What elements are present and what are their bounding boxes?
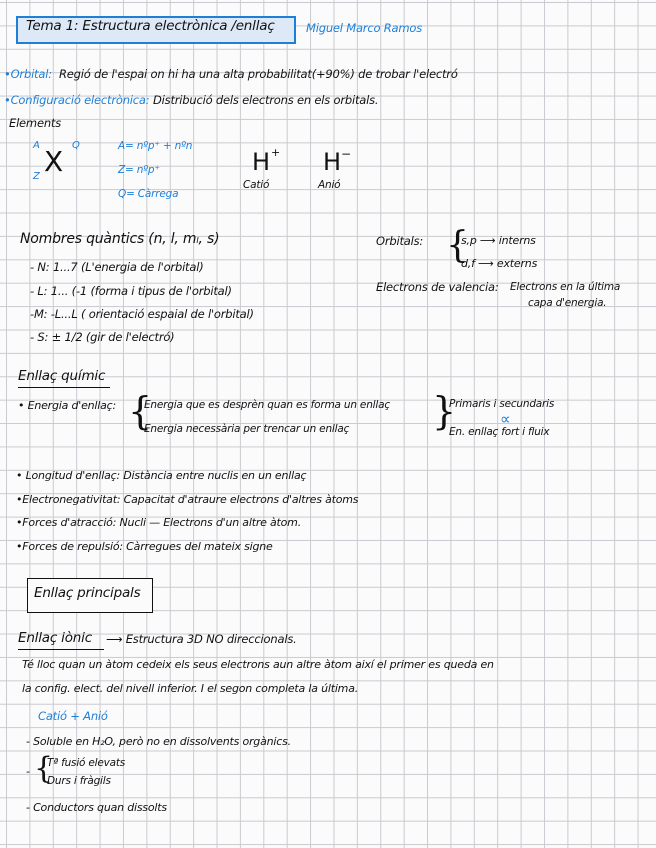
- orbitals-df: d,f ⟶ externs: [461, 257, 538, 270]
- elements-heading: Elements: [9, 116, 62, 130]
- ionic-paragraph: la config. elect. del nivell inferior. I el segon completa la última.: [22, 682, 359, 695]
- bond-bullet: •Forces de repulsió: Càrregues del mateix signe: [16, 540, 273, 553]
- anion-label: Anió: [318, 179, 341, 191]
- orbitals-label: Orbitals:: [376, 234, 424, 248]
- config-label: •Configuració electrònica:: [4, 93, 150, 107]
- brace: {: [128, 389, 153, 433]
- anion-symbol: H: [323, 148, 342, 176]
- equation-Q: Q= Càrrega: [118, 188, 179, 200]
- bond-bullet: • Longitud d'enllaç: Distància entre nuclis en un enllaç: [16, 469, 307, 482]
- bond-strength: En. enllaç fort i fluix: [449, 426, 550, 438]
- valence-text: Electrons en la última: [510, 281, 621, 293]
- equation-Z: Z= nºp⁺: [118, 164, 160, 176]
- bond-energy-released: Energia que es desprèn quan es forma un enllaç: [144, 399, 390, 411]
- page-title: Tema 1: Estructura electrònica /enllaç: [26, 18, 275, 34]
- main-bonds-title: Enllaç principals: [34, 585, 141, 601]
- bond-bullet: •Electronegativitat: Capacitat d'atraure electrons d'altres àtoms: [16, 493, 359, 506]
- quantum-line: -M: -L...L ( orientació espaial de l'orbital): [30, 307, 254, 321]
- chemical-bond-title: Enllaç químic: [18, 368, 106, 384]
- orbital-label: •Orbital:: [4, 67, 52, 81]
- mass-number-A: A: [33, 140, 40, 151]
- underline: [18, 387, 110, 388]
- atomic-number-Z: Z: [33, 171, 40, 182]
- brace: }: [432, 389, 457, 433]
- ionic-property-conductors: - Conductors quan dissolts: [26, 801, 167, 814]
- bond-energy-label: • Energia d'enllaç:: [18, 399, 117, 412]
- quantum-numbers-title: Nombres quàntics (n, l, mₗ, s): [20, 231, 220, 247]
- cation-symbol: H: [252, 148, 271, 176]
- charge-Q: Q: [72, 140, 80, 151]
- cation-label: Catió: [243, 179, 270, 191]
- valence-label: Electrons de valencia:: [376, 280, 499, 294]
- ionic-bond-structure: ⟶ Estructura 3D NO direccionals.: [106, 632, 297, 646]
- quantum-line: - L: 1... (-1 (forma i tipus de l'orbital): [30, 284, 232, 298]
- brace: {: [446, 225, 469, 266]
- element-symbol-X: X: [44, 145, 64, 178]
- ionic-paragraph: Té lloc quan un àtom cedeix els seus electrons aun altre àtom així el primer es queda en: [22, 658, 494, 671]
- equation-A: A= nºp⁺ + nºn: [118, 140, 193, 152]
- orbitals-sp: s,p ⟶ interns: [461, 234, 536, 247]
- quantum-line: - N: 1...7 (L'energia de l'orbital): [30, 260, 204, 274]
- cation-anion: Catió + Anió: [38, 709, 108, 723]
- ionic-property-soluble: - Soluble en H₂O, però no en dissolvents orgànics.: [26, 735, 291, 748]
- ionic-bond-title: Enllaç iònic: [18, 630, 92, 646]
- proportional-symbol: ∝: [500, 410, 511, 428]
- brace: {: [34, 751, 54, 786]
- ionic-property-dash: -: [26, 765, 30, 778]
- ionic-property-fusion: Tª fusió elevats: [47, 757, 126, 769]
- bond-kinds: Primaris i secundaris: [449, 398, 555, 410]
- valence-text: capa d'energia.: [528, 297, 607, 309]
- config-definition: Distribució dels electrons en els orbitals.: [153, 93, 379, 107]
- cation-charge: +: [271, 146, 281, 159]
- underline: [18, 649, 104, 650]
- bond-energy-required: Energia necessària per trencar un enllaç: [144, 423, 350, 435]
- quantum-line: - S: ± 1/2 (gir de l'electró): [30, 330, 175, 344]
- bond-bullet: •Forces d'atracció: Nucli — Electrons d'un altre àtom.: [16, 516, 301, 529]
- author-name: Miguel Marco Ramos: [306, 21, 423, 35]
- orbital-definition: Regió de l'espai on hi ha una alta probabilitat(+90%) de trobar l'electró: [59, 67, 458, 81]
- ionic-property-hard: Durs i fràgils: [47, 775, 111, 787]
- anion-charge: −: [341, 147, 352, 161]
